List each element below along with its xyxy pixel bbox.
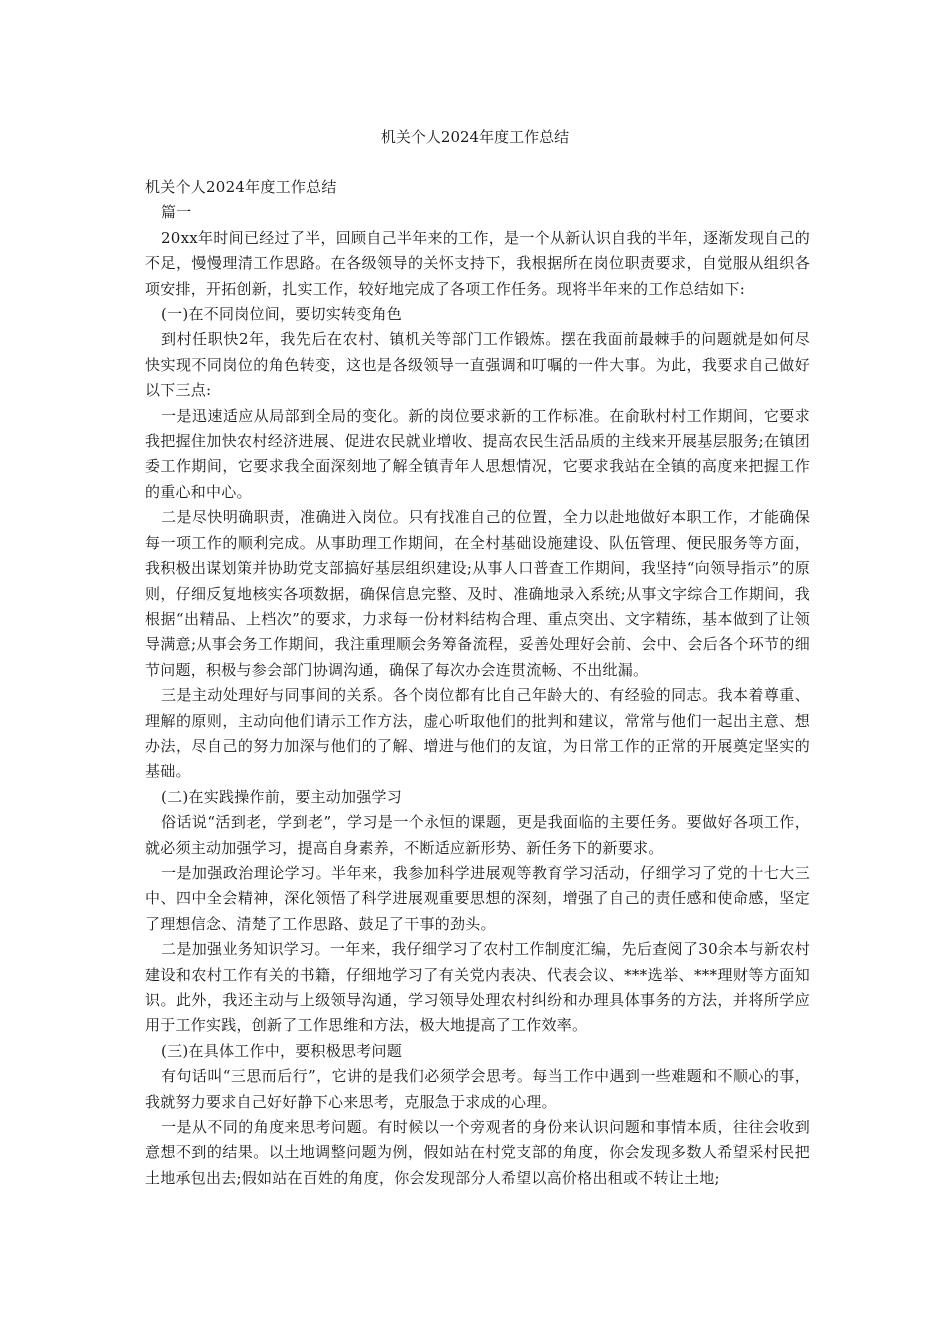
section-heading: (一)在不同岗位间，要切实转变角色: [161, 305, 402, 324]
paragraph: 三是主动处理好与同事间的关系。各个岗位都有比自己年龄大的、有经验的同志。我本着尊重、理解的原则，主动向他们请示工作方法，虚心听取他们的批判和建议，常常与他们一起出主意、想办法，尽自己的努力加深与他们的了解、增进与他们的友谊，为日常工作的正常的开展奠定坚实的基础。: [145, 686, 810, 781]
document-subtitle: 机关个人2024年度工作总结: [145, 178, 337, 196]
document-body: [145, 175, 810, 1191]
paragraph: 二是尽快明确职责，准确进入岗位。只有找准自己的位置，全力以赴地做好本职工作，才能确保每一项工作的顺利完成。从事助理工作期间，在全村基础设施建设、队伍管理、便民服务等方面，我积极出谋划策并协助党支部搞好基层组织建设;从事人口普查工作期间，我坚持“向领导指示”的原则，仔细反复地核实各项数据，确保信息完整、及时、准确地录入系统;从事文字综合工作期间，我根据“出精品、上档次”的要求，力求每一份材料结构合理、重点突出、文字精练，基本做到了让领导满意;从事会务工作期间，我注重理顺会务筹备流程，妥善处理好会前、会中、会后各个环节的细节问题，积极与参会部门协调沟通，确保了每次办会连贯流畅、不出纰漏。: [145, 508, 810, 679]
section-label: 篇一: [161, 203, 192, 222]
paragraph: 一是迅速适应从局部到全局的变化。新的岗位要求新的工作标准。在俞耿村村工作期间，它要求我把握住加快农村经济进展、促进农民就业增收、提高农民生活品质的主线来开展基层服务;在镇团委工作期间，它要求我全面深刻地了解全镇青年人思想情况，它要求我站在全镇的高度来把握工作的重心和中心。: [145, 406, 810, 501]
paragraph: 20xx年时间已经过了半，回顾自己半年来的工作，是一个从新认识自我的半年，逐渐发现自己的不足，慢慢理清工作思路。在各级领导的关怀支持下，我根据所在岗位职责要求，自觉服从组织各项安排，开拓创新，扎实工作，较好地完成了各项工作任务。现将半年来的工作总结如下:: [145, 228, 810, 298]
section-heading: (三)在具体工作中，要积极思考问题: [161, 1041, 402, 1060]
paragraph: 一是从不同的角度来思考问题。有时候以一个旁观者的身份来认识问题和事情本质，往往会收到意想不到的结果。以土地调整问题为例，假如站在村党支部的角度，你会发现多数人希望采村民把土地承包出去;假如站在百姓的角度，你会发现部分人希望以高价格出租或不转让土地;: [145, 1118, 810, 1187]
paragraph: 到村任职快2年，我先后在农村、镇机关等部门工作锻炼。摆在我面前最棘手的问题就是如何尽快实现不同岗位的角色转变，这也是各级领导一直强调和叮嘱的一件大事。为此，我要求自己做好以下三点:: [145, 330, 810, 400]
page-title: 机关个人2024年度工作总结: [380, 128, 570, 146]
section-heading: (二)在实践操作前，要主动加强学习: [161, 787, 402, 806]
paragraph: 俗话说“活到老，学到老”，学习是一个永恒的课题，更是我面临的主要任务。要做好各项工作，就必须主动加强学习，提高自身素养，不断适应新形势、新任务下的新要求。: [145, 813, 810, 857]
paragraph: 有句话叫“三思而后行”，它讲的是我们必须学会思考。每当工作中遇到一些难题和不顺心的事，我就努力要求自己好好静下心来思考，克服急于求成的心理。: [145, 1067, 810, 1111]
paragraph: 二是加强业务知识学习。一年来，我仔细学习了农村工作制度汇编，先后查阅了30余本与新农村建设和农村工作有关的书籍，仔细地学习了有关党内表决、代表会议、***选举、***理财等方面知识。此外，我还主动与上级领导沟通，学习领导处理农村纠纷和办理具体事务的方法，并将所学应用于工作实践，创新了工作思维和方法，极大地提高了工作效率。: [145, 940, 810, 1035]
paragraph: 一是加强政治理论学习。半年来，我参加科学进展观等教育学习活动，仔细学习了党的十七大三中、四中全会精神，深化领悟了科学进展观重要思想的深刻，增强了自己的责任感和使命感，坚定了理想信念、清楚了工作思路、鼓足了干事的劲头。: [145, 863, 810, 933]
